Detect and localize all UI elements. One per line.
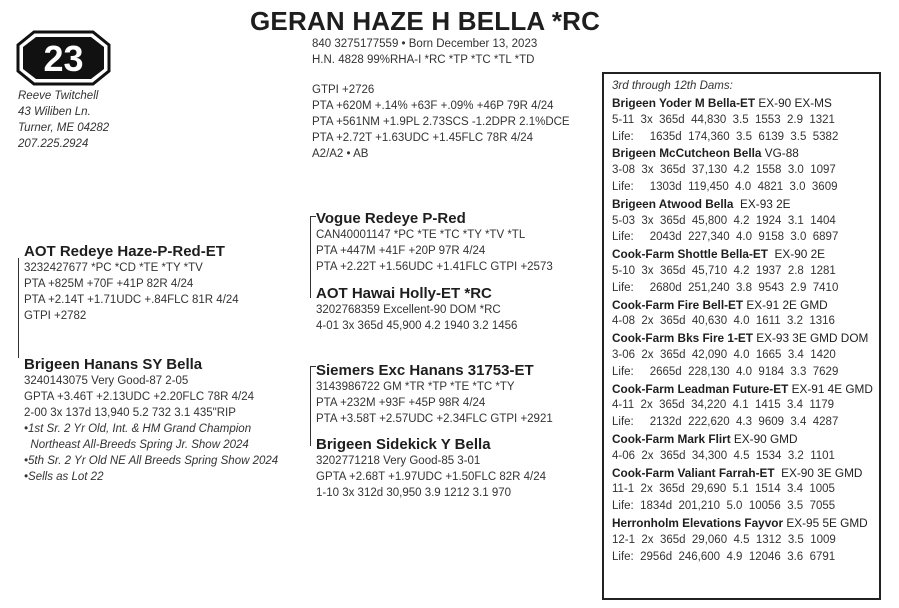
sire-name: AOT Redeye Haze-P-Red-ET [24, 243, 225, 260]
page-title: GERAN HAZE H BELLA *RC [250, 6, 601, 36]
sire-dam-name: AOT Hawai Holly-ET *RC [316, 285, 492, 302]
consignor-phone: 207.225.2924 [18, 138, 89, 150]
dam-entry-record: Life: 1303d 119,450 4.0 4821 3.0 3609 [612, 180, 838, 193]
dam-entry [612, 145, 879, 195]
dam-entry-record: 3-08 3x 365d 37,130 4.2 1558 3.0 1097 [612, 164, 836, 177]
dam-sire-line-2: PTA +232M +93F +45P 98R 4/24 [316, 397, 486, 409]
dam-block [24, 356, 278, 485]
dam-entry-classification: EX-90 GMD [730, 431, 798, 446]
dam-sire-name: Siemers Exc Hanans 31753-ET [316, 362, 534, 379]
sire-line-2: PTA +825M +70F +41P 82R 4/24 [24, 278, 194, 290]
dam-entry-record: Life: 2132d 222,620 4.3 9609 3.4 4287 [612, 416, 839, 429]
dam-entry-record: Life: 2043d 227,340 4.0 9158 3.0 6897 [612, 231, 839, 244]
pedigree-line [310, 216, 311, 298]
dam-dam-line-1: 3202771218 Very Good-85 3-01 [316, 455, 481, 467]
dam-line-2: GPTA +3.46T +2.13UDC +2.20FLC 78R 4/24 [24, 391, 255, 403]
dam-entry-name-text: Cook-Farm Bks Fire 1-ET [612, 331, 753, 346]
animal-pta-3: PTA +2.72T +1.63UDC +1.45FLC 78R 4/24 [312, 132, 534, 144]
dams-box-header: 3rd through 12th Dams: [612, 80, 733, 92]
dam-entry [612, 515, 879, 565]
sire-dam-block [316, 285, 517, 334]
dam-note-4: •Sells as Lot 22 [24, 471, 104, 483]
dam-entry-classification: VG-88 [761, 146, 799, 161]
dam-entry [612, 246, 879, 296]
sire-sire-block [316, 210, 553, 275]
lot-number-badge [16, 30, 111, 86]
sire-sire-line-1: CAN40001147 *PC *TE *TC *TY *TV *TL [316, 229, 526, 241]
sire-sire-line-3: PTA +2.22T +1.56UDC +1.41FLC GTPI +2573 [316, 261, 553, 273]
pedigree-line [18, 258, 19, 358]
dam-entry-record: Life: 2665d 228,130 4.0 9184 3.3 7629 [612, 365, 839, 378]
dam-entry-name [612, 145, 879, 162]
dam-dam-name: Brigeen Sidekick Y Bella [316, 436, 491, 453]
dam-entry-classification: EX-93 2E [733, 196, 791, 211]
dam-name: Brigeen Hanans SY Bella [24, 356, 203, 373]
dam-entry-name [612, 431, 879, 448]
dam-entry [612, 431, 879, 465]
dam-entry-record: 4-08 2x 365d 40,630 4.0 1611 3.2 1316 [612, 315, 835, 328]
dam-sire-line-1: 3143986722 GM *TR *TP *TE *TC *TY [316, 381, 515, 393]
dam-entry-classification: EX-93 3E GMD DOM [752, 331, 869, 346]
dam-entry-record: Life: 2680d 251,240 3.8 9543 2.9 7410 [612, 281, 839, 294]
dam-entry-name [612, 297, 879, 314]
dam-sire-line-3: PTA +3.58T +2.57UDC +2.34FLC GTPI +2921 [316, 413, 553, 425]
dams-list [612, 95, 879, 565]
dam-line-3: 2-00 3x 137d 13,940 5.2 732 3.1 435"RIP [24, 407, 236, 419]
dam-entry-name [612, 95, 879, 112]
sire-block [24, 243, 239, 324]
animal-id-line: 840 3275177559 • Born December 13, 2023 [312, 38, 538, 50]
dam-entry-classification: EX-90 EX-MS [755, 96, 832, 110]
dam-entry [612, 297, 879, 331]
animal-gtpi: GTPI +2726 [312, 84, 375, 96]
dam-dam-line-3: 1-10 3x 312d 30,950 3.9 1212 3.1 970 [316, 487, 512, 499]
dam-entry-name-text: Brigeen Atwood Bella [612, 196, 734, 211]
consignor-name: Reeve Twitchell [18, 90, 99, 102]
dam-entry-name [612, 330, 879, 347]
dam-entry-name [612, 381, 879, 398]
consignor-city: Turner, ME 04282 [18, 122, 110, 134]
consignor-info [18, 88, 109, 152]
dam-entry-classification: EX-90 2E [768, 247, 826, 262]
dam-entry-record: Life: 1834d 201,210 5.0 10056 3.5 7055 [612, 500, 836, 513]
dam-entry-record: 5-03 3x 365d 45,800 4.2 1924 3.1 1404 [612, 214, 836, 227]
dam-note-3: •5th Sr. 2 Yr Old NE All Breeds Spring Show 2024 [24, 455, 279, 467]
sire-line-4: GTPI +2782 [24, 310, 87, 322]
animal-hn-line: H.N. 4828 99%RHA-I *RC *TP *TC *TL *TD [312, 54, 535, 66]
dam-entry-classification: EX-90 3E GMD [774, 465, 863, 480]
dam-entry [612, 330, 879, 380]
dam-entry-name [612, 465, 879, 482]
consignor-address: 43 Wiliben Ln. [18, 106, 91, 118]
dam-sire-block [316, 362, 553, 427]
dam-entry-name-text: Cook-Farm Leadman Future-ET [612, 381, 789, 396]
sire-sire-line-2: PTA +447M +41F +20P 97R 4/24 [316, 245, 486, 257]
dam-entry-name-text: Cook-Farm Mark Flirt [612, 431, 731, 446]
sire-dam-line-2: 4-01 3x 365d 45,900 4.2 1940 3.2 1456 [316, 320, 518, 332]
dam-note-1: •1st Sr. 2 Yr Old, Int. & HM Grand Champion [24, 423, 252, 435]
dam-entry-record: Life: 1635d 174,360 3.5 6139 3.5 5382 [612, 130, 839, 143]
dam-dam-block [316, 436, 546, 501]
sire-sire-name: Vogue Redeye P-Red [316, 210, 466, 227]
dam-entry [612, 465, 879, 515]
dam-entry-name-text: Cook-Farm Shottle Bella-ET [612, 247, 768, 262]
dam-entry-classification: EX-91 2E GMD [743, 297, 828, 312]
dam-entry-name [612, 515, 879, 532]
animal-pta-2: PTA +561NM +1.9PL 2.73SCS -1.2DPR 2.1%DCE [312, 116, 570, 128]
dam-note-2: Northeast All-Breeds Spring Jr. Show 2024 [24, 439, 249, 451]
dam-entry-name-text: Brigeen Yoder M Bella-ET [612, 96, 756, 110]
sire-line-1: 3232427677 *PC *CD *TE *TY *TV [24, 262, 203, 274]
lot-number: 23 [43, 38, 84, 79]
animal-info [312, 36, 570, 162]
animal-genotype: A2/A2 • AB [312, 148, 369, 160]
dam-entry-name-text: Brigeen McCutcheon Bella [612, 146, 762, 161]
dam-entry-record: 12-1 2x 365d 29,060 4.5 1312 3.5 1009 [612, 533, 836, 546]
dam-dam-line-2: GPTA +2.68T +1.97UDC +1.50FLC 82R 4/24 [316, 471, 547, 483]
dam-entry-record: 5-10 3x 365d 45,710 4.2 1937 2.8 1281 [612, 264, 836, 277]
dam-entry-record: 3-06 2x 365d 42,090 4.0 1665 3.4 1420 [612, 348, 836, 361]
dam-entry-record: 4-06 2x 365d 34,300 4.5 1534 3.2 1101 [612, 449, 835, 462]
dam-entry-name-text: Herronholm Elevations Fayvor [612, 515, 784, 530]
dam-entry-name [612, 246, 879, 263]
dam-entry-name [612, 196, 879, 213]
animal-pta-1: PTA +620M +.14% +63F +.09% +46P 79R 4/24 [312, 100, 554, 112]
pedigree-line [310, 366, 311, 446]
dam-entry-name-text: Cook-Farm Valiant Farrah-ET [612, 465, 775, 480]
sire-dam-line-1: 3202768359 Excellent-90 DOM *RC [316, 304, 501, 316]
dam-entry [612, 95, 879, 145]
dam-entry-record: 11-1 2x 365d 29,690 5.1 1514 3.4 1005 [612, 483, 835, 496]
dam-line-1: 3240143075 Very Good-87 2-05 [24, 375, 189, 387]
dam-entry-classification: EX-91 4E GMD [788, 381, 873, 396]
dam-entry-classification: EX-95 5E GMD [783, 515, 868, 530]
dam-entry [612, 381, 879, 431]
dam-entry-name-text: Cook-Farm Fire Bell-ET [612, 297, 744, 312]
dam-entry-record: 5-11 3x 365d 44,830 3.5 1553 2.9 1321 [612, 113, 835, 126]
dam-entry-record: 4-11 2x 365d 34,220 4.1 1415 3.4 1179 [612, 399, 835, 412]
dam-entry-record: Life: 2956d 246,600 4.9 12046 3.6 6791 [612, 550, 836, 563]
sire-line-3: PTA +2.14T +1.71UDC +.84FLC 81R 4/24 [24, 294, 239, 306]
dam-entry [612, 196, 879, 246]
dams-box [602, 72, 881, 600]
